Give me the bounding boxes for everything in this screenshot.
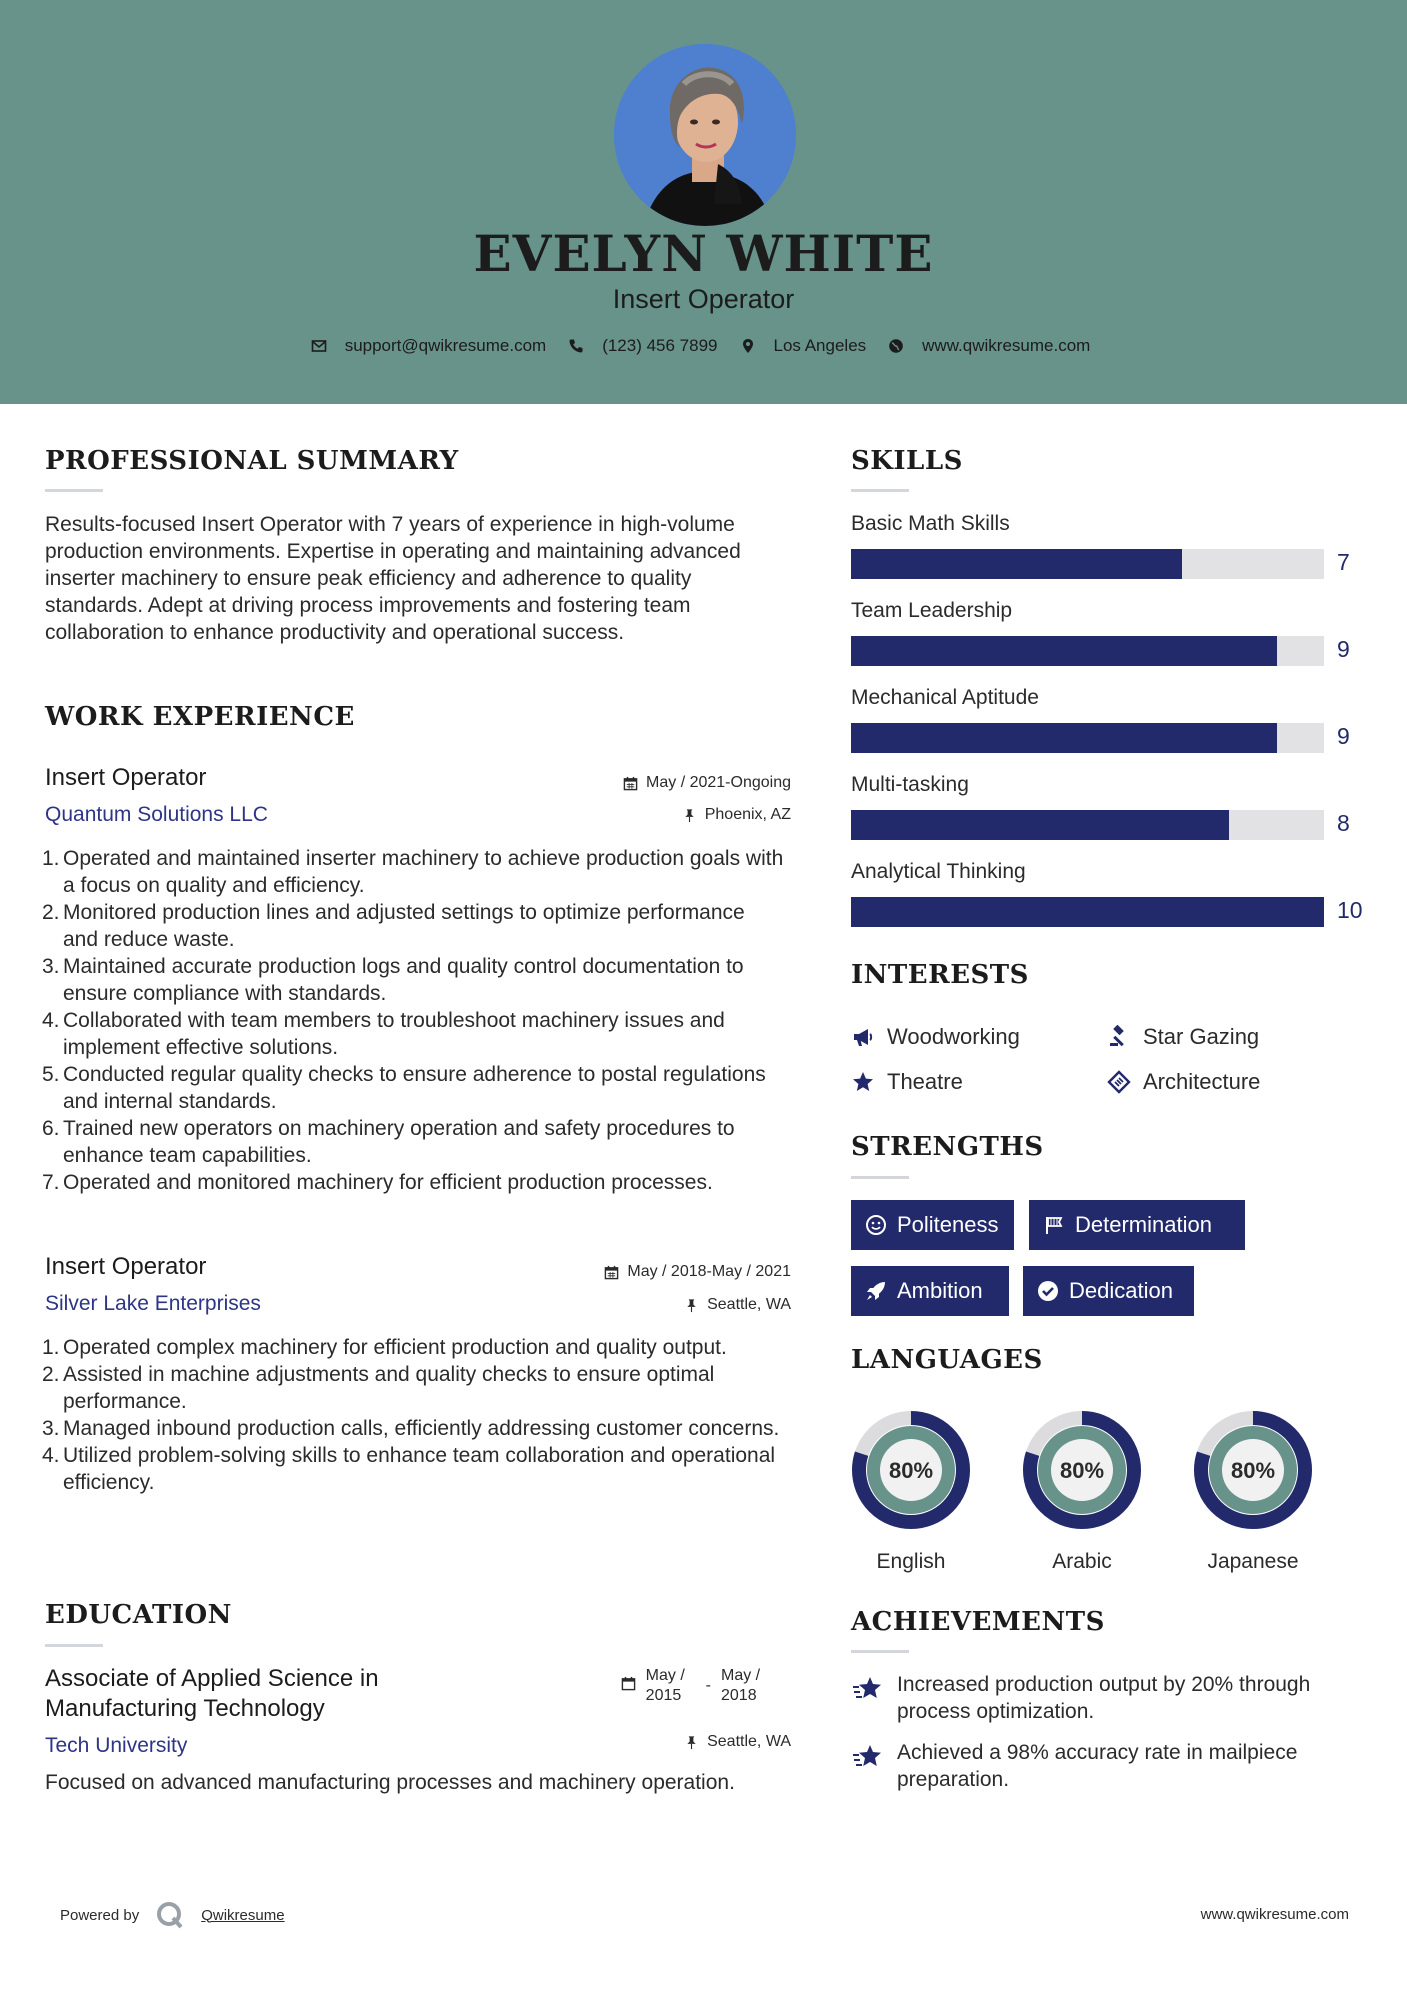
list-item: 4. Utilized problem-solving skills to enhance team collaboration and operational efficiency.	[42, 1444, 776, 1494]
powered-by-text: Powered by	[60, 1906, 140, 1924]
job-responsibilities	[42, 845, 785, 1196]
education-location	[491, 1733, 791, 1751]
experience-heading: WORK EXPERIENCE	[45, 702, 355, 732]
calendar-icon	[604, 1265, 619, 1280]
skill-bar-track	[851, 810, 1324, 840]
list-item: 3. Managed inbound production calls, efficiently addressing customer concerns.	[42, 1417, 780, 1440]
list-item: 2. Assisted in machine adjustments and quality checks to ensure optimal performance.	[42, 1363, 715, 1413]
skill-value: 10	[1337, 897, 1363, 923]
achievements-divider	[851, 1650, 909, 1653]
education-dates	[571, 1666, 771, 1706]
contact-bar	[0, 336, 1407, 356]
job-location	[491, 806, 791, 824]
interest-label: Architecture	[1143, 1069, 1261, 1094]
degree-title: Associate of Applied Science in Manufacturing Technology	[45, 1665, 379, 1722]
list-item: 6. Trained new operators on machinery operation and safety procedures to enhance team capabilities.	[42, 1117, 735, 1167]
strength-label: Determination	[1075, 1212, 1212, 1237]
language-donut	[1020, 1408, 1144, 1532]
language-item	[849, 1408, 973, 1573]
skill-bar-track	[851, 549, 1324, 579]
strength-chip	[851, 1266, 1009, 1316]
skill-value: 7	[1337, 549, 1350, 575]
skill-bar-fill	[851, 897, 1324, 927]
summary-divider	[45, 489, 103, 492]
contact-website[interactable]	[888, 336, 1090, 356]
achievement-item	[851, 1739, 1371, 1793]
strength-chip	[1029, 1200, 1245, 1250]
pushpin-icon	[684, 1298, 699, 1313]
gavel-icon	[1107, 1025, 1131, 1049]
skills-divider	[851, 489, 909, 492]
portrait-image	[614, 44, 796, 226]
skills-heading: SKILLS	[851, 446, 963, 476]
candidate-name: EVELYN WHITE	[473, 224, 934, 283]
envelope-icon	[311, 338, 327, 354]
company-name: Quantum Solutions LLC	[45, 803, 268, 826]
education-end: May / 2018	[721, 1667, 761, 1704]
list-item: 4. Collaborated with team members to troubleshoot machinery issues and implement effective solutions.	[42, 1009, 725, 1059]
language-name: English	[876, 1550, 946, 1573]
list-item: 7. Operated and monitored machinery for efficient production processes.	[42, 1171, 713, 1194]
skill-label: Basic Math Skills	[851, 512, 1010, 535]
skill-value: 9	[1337, 636, 1350, 662]
pushpin-icon	[684, 1735, 699, 1750]
skill-bar-track	[851, 723, 1324, 753]
list-item: 2. Monitored production lines and adjusted settings to optimize performance and reduce waste.	[42, 901, 745, 951]
job-location-text: Seattle, WA	[707, 1296, 791, 1313]
strength-label: Politeness	[897, 1212, 999, 1237]
list-item: 3. Maintained accurate production logs and quality control documentation to ensure compliance with standards.	[42, 955, 744, 1005]
candidate-role: Insert Operator	[612, 284, 795, 314]
phone-icon	[568, 338, 584, 354]
globe-icon	[888, 338, 904, 354]
location-text: Los Angeles	[773, 336, 867, 355]
job-dates	[491, 774, 791, 792]
language-donut	[1191, 1408, 1315, 1532]
date-separator: -	[705, 1677, 711, 1694]
languages-heading: LANGUAGES	[851, 1345, 1043, 1375]
skill-value: 9	[1337, 723, 1350, 749]
job-dates	[491, 1263, 791, 1281]
strength-label: Dedication	[1069, 1278, 1173, 1303]
map-pin-icon	[740, 338, 756, 354]
skill-label: Multi-tasking	[851, 773, 969, 796]
megaphone-icon	[851, 1025, 875, 1049]
education-divider	[45, 1644, 103, 1647]
skill-bar-fill	[851, 636, 1277, 666]
skill-label: Team Leadership	[851, 599, 1013, 622]
language-item	[1191, 1408, 1315, 1573]
job-title: Insert Operator	[45, 1253, 207, 1280]
interest-item	[1107, 1024, 1259, 1050]
language-name: Arabic	[1052, 1550, 1112, 1573]
phone-text: (123) 456 7899	[602, 336, 718, 355]
footer-branding	[60, 1900, 285, 1930]
list-item: 1. Operated complex machinery for efficient production and quality output.	[42, 1336, 727, 1359]
pushpin-icon	[682, 808, 697, 823]
strengths-heading: STRENGTHS	[851, 1132, 1044, 1162]
job-responsibilities	[42, 1334, 785, 1496]
language-percent: 80%	[1059, 1458, 1105, 1483]
calendar-icon	[623, 776, 638, 791]
language-donut	[849, 1408, 973, 1532]
star-burst-icon	[851, 1673, 883, 1705]
tag-icon	[1107, 1070, 1131, 1094]
skill-bar-track	[851, 636, 1324, 666]
calendar-icon	[621, 1676, 636, 1691]
email-text: support@qwikresume.com	[344, 336, 547, 355]
education-heading: EDUCATION	[45, 1600, 232, 1630]
star-burst-icon	[851, 1741, 883, 1773]
rocket-icon	[865, 1280, 887, 1302]
smile-icon	[865, 1214, 887, 1236]
strength-chip	[1023, 1266, 1194, 1316]
job-dates-text: May / 2021-Ongoing	[646, 774, 791, 791]
contact-phone[interactable]	[568, 336, 717, 356]
summary-text: Results-focused Insert Operator with 7 years of experience in high-volume production environments. Expertise in operating and maintaining advanced inserter machinery to ensure peak efficiency and adherence to quality standards. Adept at driving process improvements and fostering team collaboration to enhance productivity and operational success.	[45, 513, 741, 644]
achievements-heading: ACHIEVEMENTS	[851, 1607, 1105, 1637]
star-icon	[851, 1070, 875, 1094]
school-name: Tech University	[45, 1734, 188, 1757]
education-description: Focused on advanced manufacturing processes and machinery operation.	[45, 1771, 735, 1794]
skill-label: Analytical Thinking	[851, 860, 1026, 883]
interest-item	[851, 1069, 963, 1095]
company-name: Silver Lake Enterprises	[45, 1292, 261, 1315]
skill-bar-fill	[851, 810, 1229, 840]
interest-item	[1107, 1069, 1260, 1095]
language-name: Japanese	[1207, 1550, 1299, 1573]
strengths-divider	[851, 1176, 909, 1179]
website-text: www.qwikresume.com	[922, 336, 1091, 355]
footer-website[interactable]: www.qwikresume.com	[1200, 1906, 1349, 1923]
skill-bar-fill	[851, 723, 1277, 753]
interest-label: Theatre	[887, 1069, 963, 1094]
job-dates-text: May / 2018-May / 2021	[627, 1263, 791, 1280]
job-location-text: Phoenix, AZ	[704, 806, 791, 823]
list-item: 5. Conducted regular quality checks to ensure adherence to postal regulations and internal standards.	[42, 1063, 766, 1113]
strength-chip	[851, 1200, 1014, 1250]
skill-bar-fill	[851, 549, 1182, 579]
language-percent: 80%	[888, 1458, 934, 1483]
summary-heading: PROFESSIONAL SUMMARY	[45, 446, 459, 476]
resume-header	[0, 0, 1407, 404]
job-location	[491, 1296, 791, 1314]
education-location-text: Seattle, WA	[707, 1733, 791, 1750]
contact-email[interactable]	[311, 336, 547, 356]
education-start: May / 2015	[645, 1667, 685, 1704]
interests-heading: INTERESTS	[851, 960, 1029, 990]
skill-bar-track	[851, 897, 1324, 927]
achievement-text: Increased production output by 20% through process optimization.	[897, 1673, 1311, 1723]
brand-link[interactable]: Qwikresume	[201, 1906, 285, 1924]
flag-icon	[1043, 1214, 1065, 1236]
interest-label: Woodworking	[887, 1024, 1020, 1049]
strength-label: Ambition	[897, 1278, 983, 1303]
achievement-item	[851, 1671, 1371, 1725]
list-item: 1. Operated and maintained inserter machinery to achieve production goals with a focus on quality and efficiency.	[42, 847, 784, 897]
qwikresume-logo-icon	[155, 1900, 185, 1930]
skill-label: Mechanical Aptitude	[851, 686, 1039, 709]
avatar	[614, 44, 796, 226]
check-circle-icon	[1037, 1280, 1059, 1302]
achievement-text: Achieved a 98% accuracy rate in mailpiece preparation.	[897, 1741, 1298, 1791]
contact-location	[740, 336, 867, 356]
job-title: Insert Operator	[45, 764, 207, 791]
language-percent: 80%	[1230, 1458, 1276, 1483]
language-item	[1020, 1408, 1144, 1573]
interest-label: Star Gazing	[1143, 1024, 1260, 1049]
interest-item	[851, 1024, 1020, 1050]
skill-value: 8	[1337, 810, 1350, 836]
